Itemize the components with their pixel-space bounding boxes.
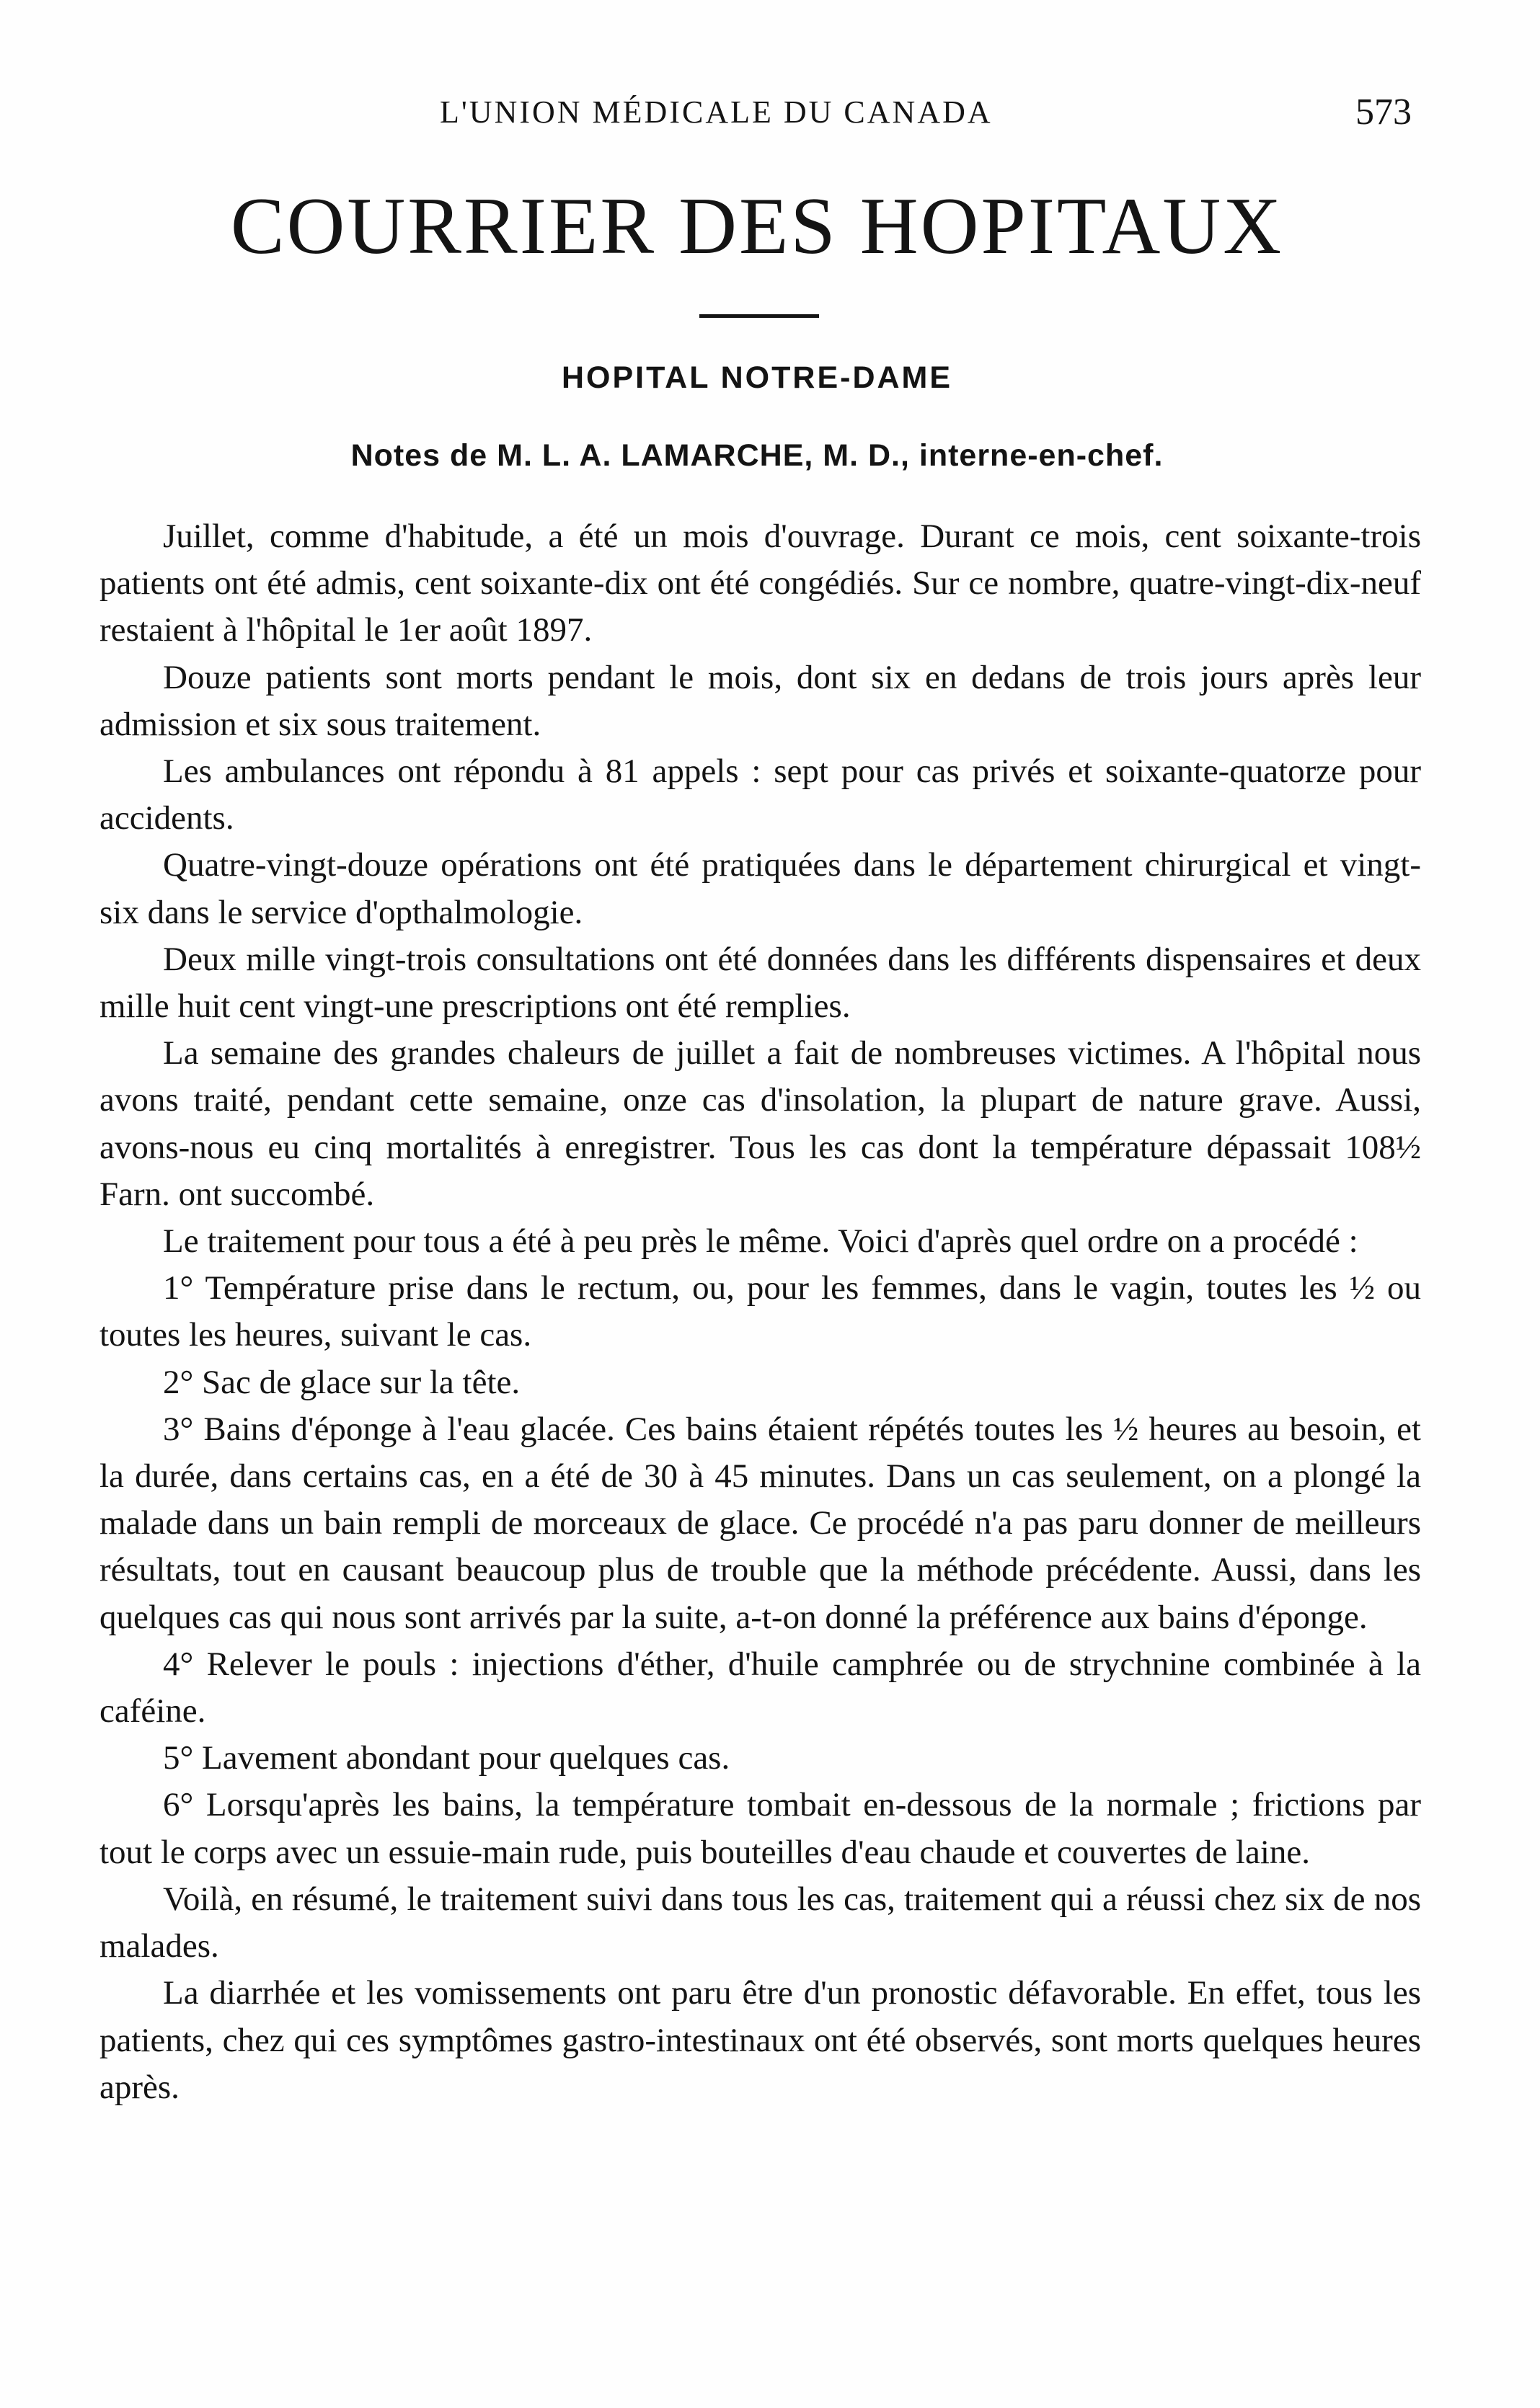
paragraph-ambulances: Les ambulances ont répondu à 81 appels : sept pour cas privés et soixante-quatorze pour accidents.: [99, 752, 1421, 838]
hospital-heading: HOPITAL NOTRE-DAME: [561, 360, 953, 395]
paragraph-admissions: Juillet, comme d'habitude, a été un mois d'ouvrage. Durant ce mois, cent soixante-trois patients ont été admis, cent soixante-dix ont été congédiés. Sur ce nombre, quatre-vingt-dix-neuf restaient à l'hôpital le 1er août 1897.: [99, 517, 1421, 649]
paragraph-step-5: 5° Lavement abondant pour quelques cas.: [163, 1739, 730, 1777]
title-divider: [699, 314, 819, 318]
paragraph-step-2: 2° Sac de glace sur la tête.: [163, 1363, 521, 1401]
paragraph-heatwave: La semaine des grandes chaleurs de juillet a fait de nombreuses victimes. A l'hôpital nous avons traité, pendant cette semaine, onze cas d'insolation, la plupart de nature grave. Aussi, avons-nous eu cinq mortalités à enregistrer. Tous les cas dont la température dépassait 108½ Farn. ont succombé.: [99, 1034, 1421, 1213]
paragraph-step-1: 1° Température prise dans le rectum, ou, pour les femmes, dans le vagin, toutes les ½ ou toutes les heures, suivant le cas.: [99, 1269, 1421, 1354]
article-title: COURRIER DES HOPITAUX: [230, 182, 1284, 271]
paragraph-summary: Voilà, en résumé, le traitement suivi dans tous les cas, traitement qui a réussi chez six de nos malades.: [99, 1880, 1421, 1965]
paragraph-step-3: 3° Bains d'éponge à l'eau glacée. Ces bains étaient répétés toutes les ½ heures au besoin, et la durée, dans certains cas, en a été de 30 à 45 minutes. Dans un cas seulement, on a plongé la malade dans un bain rempli de morceaux de glace. Ce procédé n'a pas paru donner de meilleurs résultats, tout en causant beaucoup plus de trouble que la méthode précédente. Aussi, dans les quelques cas qui nous sont arrivés par la suite, a-t-on donné la préférence aux bains d'éponge.: [99, 1410, 1421, 1636]
paragraph-prognosis: La diarrhée et les vomissements ont paru être d'un pronostic défavorable. En effet, tous les patients, chez qui ces symptômes gastro-intestinaux ont été observés, sont morts quelques heures après.: [99, 1974, 1421, 2106]
page-number: 573: [1355, 92, 1412, 133]
paragraph-step-6: 6° Lorsqu'après les bains, la température tombait en-dessous de la normale ; frictions par tout le corps avec un essuie-main rude, puis bouteilles d'eau chaude et couvertes de laine.: [99, 1786, 1421, 1871]
paragraph-consultations: Deux mille vingt-trois consultations ont été données dans les différents dispensaires et deux mille huit cent vingt-une prescriptions ont été remplies.: [99, 940, 1421, 1026]
paragraph-treatment-intro: Le traitement pour tous a été à peu près le même. Voici d'après quel ordre on a procédé :: [163, 1222, 1358, 1261]
article-body: [99, 513, 1421, 2111]
running-title: L'UNION MÉDICALE DU CANADA: [440, 94, 993, 130]
author-byline: Notes de M. L. A. LAMARCHE, M. D., interne-en-chef.: [350, 438, 1164, 473]
paragraph-operations: Quatre-vingt-douze opérations ont été pratiquées dans le département chirurgical et vingt-six dans le service d'opthalmologie.: [99, 846, 1421, 931]
paragraph-step-4: 4° Relever le pouls : injections d'éther, d'huile camphrée ou de strychnine combinée à la caféine.: [99, 1645, 1421, 1731]
paragraph-deaths: Douze patients sont morts pendant le mois, dont six en dedans de trois jours après leur admission et six sous traitement.: [99, 658, 1421, 743]
